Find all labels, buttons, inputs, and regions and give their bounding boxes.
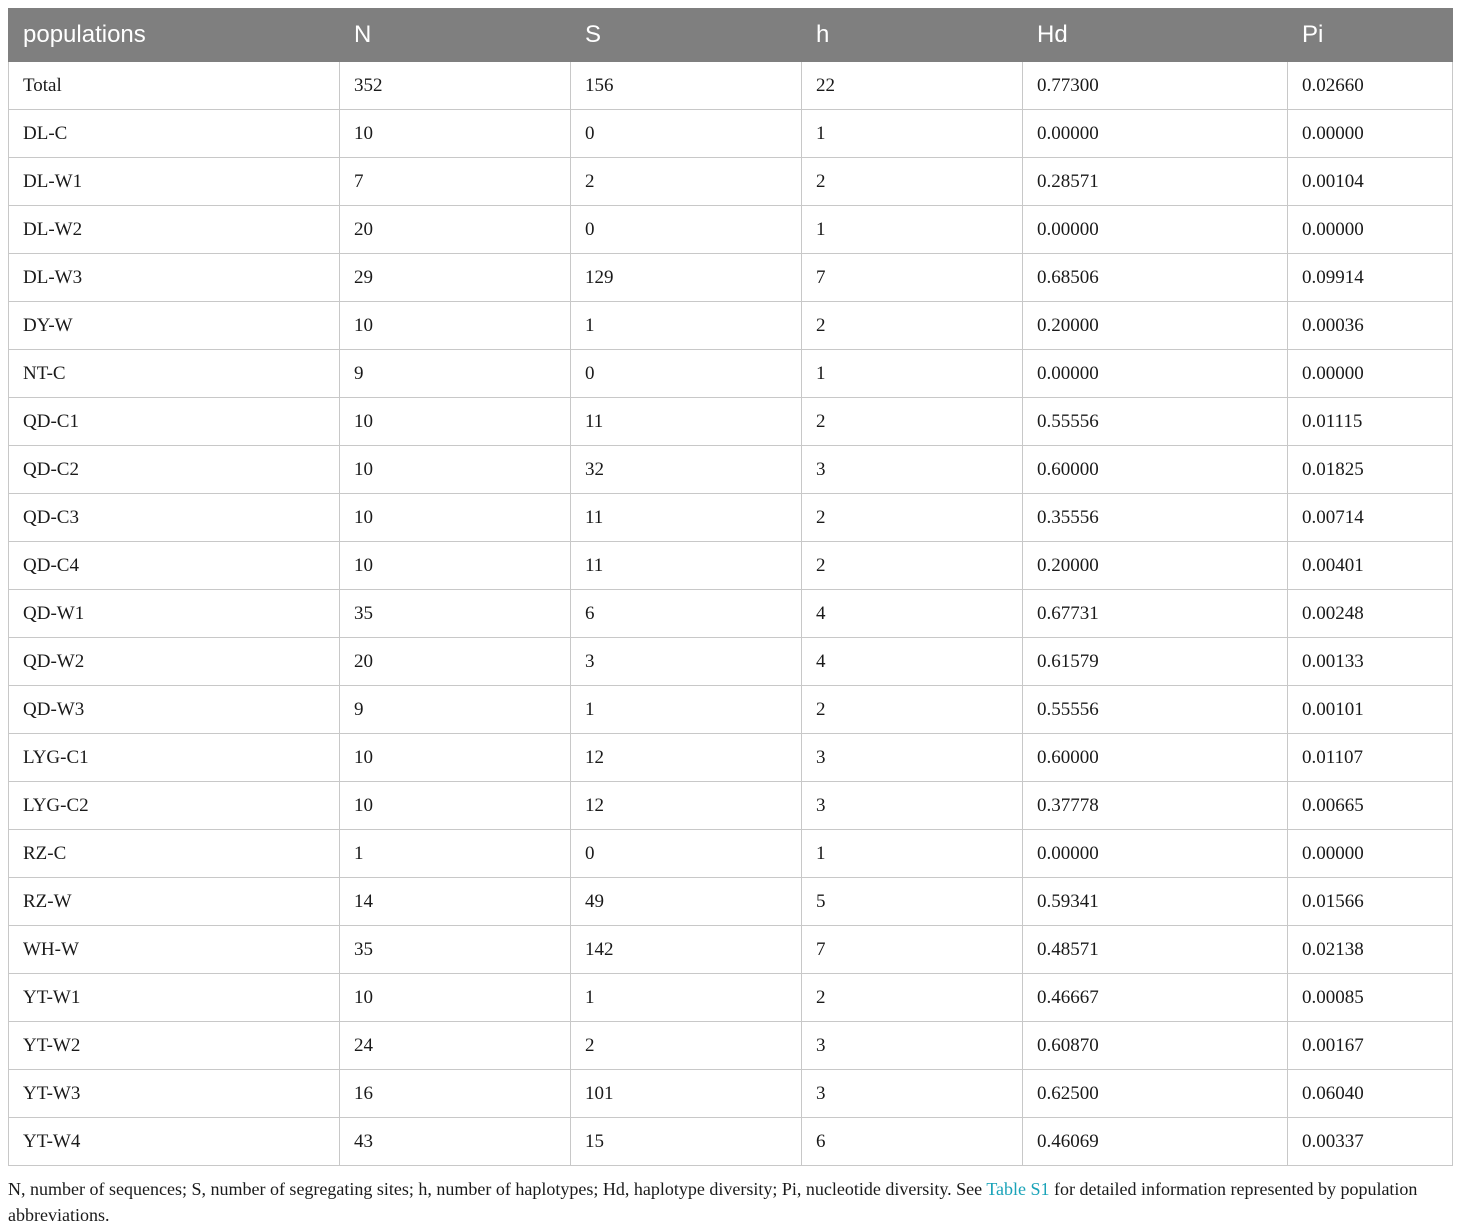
table-cell: 1 (340, 830, 571, 878)
table-cell: 0.67731 (1023, 590, 1288, 638)
table-cell: 35 (340, 590, 571, 638)
table-cell: 0.00104 (1288, 158, 1453, 206)
footnote-text-after: for detailed information represented by population abbreviations. (8, 1179, 1418, 1225)
table-body (9, 62, 1453, 1166)
table-cell: 14 (340, 878, 571, 926)
table-cell: 1 (571, 302, 802, 350)
table-cell: 4 (802, 590, 1023, 638)
table-cell: 0.59341 (1023, 878, 1288, 926)
table-cell: 0.00000 (1288, 350, 1453, 398)
table-cell: 142 (571, 926, 802, 974)
column-header-populations: populations (9, 9, 340, 62)
table-cell: 24 (340, 1022, 571, 1070)
table-cell: 22 (802, 62, 1023, 110)
table-cell: 0.00248 (1288, 590, 1453, 638)
table-cell: 3 (802, 446, 1023, 494)
table-row (9, 110, 1453, 158)
table-row (9, 254, 1453, 302)
table-row (9, 926, 1453, 974)
table-cell: LYG-C2 (9, 782, 340, 830)
table-cell: 0.46069 (1023, 1118, 1288, 1166)
table-cell: 0.01115 (1288, 398, 1453, 446)
table-cell: 15 (571, 1118, 802, 1166)
table-cell: 1 (802, 110, 1023, 158)
table-row (9, 542, 1453, 590)
table-cell: 0.62500 (1023, 1070, 1288, 1118)
table-cell: 0.00000 (1023, 830, 1288, 878)
table-cell: 2 (802, 686, 1023, 734)
data-table-container (8, 8, 1452, 1166)
table-cell: YT-W4 (9, 1118, 340, 1166)
table-cell: 0.00000 (1288, 830, 1453, 878)
table-cell: YT-W3 (9, 1070, 340, 1118)
table-cell: 0.01825 (1288, 446, 1453, 494)
table-cell: 3 (802, 1070, 1023, 1118)
table-cell: 9 (340, 686, 571, 734)
table-cell: YT-W1 (9, 974, 340, 1022)
table-row (9, 206, 1453, 254)
table-cell: 0.01107 (1288, 734, 1453, 782)
table-cell: QD-W2 (9, 638, 340, 686)
table-cell: 0.60870 (1023, 1022, 1288, 1070)
table-cell: 0.01566 (1288, 878, 1453, 926)
table-cell: 0.09914 (1288, 254, 1453, 302)
table-cell: 0.00101 (1288, 686, 1453, 734)
table-cell: 0.60000 (1023, 446, 1288, 494)
table-cell: 10 (340, 446, 571, 494)
table-cell: 2 (802, 542, 1023, 590)
table-cell: 7 (340, 158, 571, 206)
table-cell: 0.48571 (1023, 926, 1288, 974)
table-cell: 0.00000 (1023, 206, 1288, 254)
table-cell: 7 (802, 926, 1023, 974)
table-cell: 0 (571, 350, 802, 398)
table-cell: 10 (340, 302, 571, 350)
table-cell: DL-C (9, 110, 340, 158)
table-cell: RZ-W (9, 878, 340, 926)
table-cell: NT-C (9, 350, 340, 398)
table-cell: 0.00085 (1288, 974, 1453, 1022)
table-cell: 7 (802, 254, 1023, 302)
table-row (9, 590, 1453, 638)
table-cell: 35 (340, 926, 571, 974)
table-cell: LYG-C1 (9, 734, 340, 782)
table-row (9, 1118, 1453, 1166)
table-cell: 0.68506 (1023, 254, 1288, 302)
table-cell: 0.00036 (1288, 302, 1453, 350)
table-cell: 0.00000 (1288, 110, 1453, 158)
table-row (9, 446, 1453, 494)
table-cell: 2 (802, 398, 1023, 446)
table-row (9, 830, 1453, 878)
table-cell: 3 (571, 638, 802, 686)
table-cell: 2 (802, 494, 1023, 542)
table-cell: 2 (571, 158, 802, 206)
table-cell: QD-C2 (9, 446, 340, 494)
table-cell: 0.00337 (1288, 1118, 1453, 1166)
table-cell: DL-W2 (9, 206, 340, 254)
column-header-n: N (340, 9, 571, 62)
table-cell: 12 (571, 734, 802, 782)
table-cell: 0 (571, 110, 802, 158)
table-cell: 10 (340, 542, 571, 590)
table-cell: 10 (340, 110, 571, 158)
table-cell: 1 (571, 686, 802, 734)
table-cell: 0.60000 (1023, 734, 1288, 782)
table-cell: 20 (340, 638, 571, 686)
table-cell: 0.00167 (1288, 1022, 1453, 1070)
table-cell: 11 (571, 542, 802, 590)
table-cell: 0.00000 (1023, 110, 1288, 158)
table-cell: 0.00665 (1288, 782, 1453, 830)
table-cell: 1 (802, 830, 1023, 878)
table-cell: 0.00000 (1288, 206, 1453, 254)
table-cell: 0.02138 (1288, 926, 1453, 974)
table-cell: 0.20000 (1023, 302, 1288, 350)
table-cell: QD-W1 (9, 590, 340, 638)
table-cell: 2 (802, 158, 1023, 206)
table-cell: 2 (802, 302, 1023, 350)
table-row (9, 878, 1453, 926)
table-cell: 10 (340, 974, 571, 1022)
population-diversity-table (8, 8, 1453, 1166)
table-footnote (8, 1176, 1458, 1228)
table-cell: 49 (571, 878, 802, 926)
column-header-pi: Pi (1288, 9, 1453, 62)
table-cell: 156 (571, 62, 802, 110)
table-row (9, 1070, 1453, 1118)
table-cell: 0.00401 (1288, 542, 1453, 590)
table-cell: 11 (571, 398, 802, 446)
table-cell: 6 (802, 1118, 1023, 1166)
column-header-s: S (571, 9, 802, 62)
table-cell: 0 (571, 206, 802, 254)
table-cell: WH-W (9, 926, 340, 974)
table-header (9, 9, 1453, 62)
table-cell: 101 (571, 1070, 802, 1118)
header-row (9, 9, 1453, 62)
table-cell: QD-C1 (9, 398, 340, 446)
table-cell: 20 (340, 206, 571, 254)
table-cell: 0.28571 (1023, 158, 1288, 206)
table-cell: 43 (340, 1118, 571, 1166)
table-cell: 3 (802, 1022, 1023, 1070)
table-cell: DL-W3 (9, 254, 340, 302)
table-cell: 0.55556 (1023, 398, 1288, 446)
table-row (9, 398, 1453, 446)
table-cell: 0.00133 (1288, 638, 1453, 686)
table-row (9, 686, 1453, 734)
column-header-hd: Hd (1023, 9, 1288, 62)
table-cell: 1 (802, 206, 1023, 254)
table-cell: 1 (802, 350, 1023, 398)
table-cell: 29 (340, 254, 571, 302)
table-cell: 0 (571, 830, 802, 878)
table-cell: QD-W3 (9, 686, 340, 734)
table-cell: 12 (571, 782, 802, 830)
table-cell: 3 (802, 734, 1023, 782)
table-cell: DY-W (9, 302, 340, 350)
table-cell: RZ-C (9, 830, 340, 878)
table-cell: 0.00000 (1023, 350, 1288, 398)
table-row (9, 62, 1453, 110)
table-cell: QD-C3 (9, 494, 340, 542)
table-cell: 5 (802, 878, 1023, 926)
table-cell: 0.61579 (1023, 638, 1288, 686)
table-row (9, 158, 1453, 206)
table-cell: 0.77300 (1023, 62, 1288, 110)
column-header-h: h (802, 9, 1023, 62)
table-row (9, 734, 1453, 782)
table-cell: 16 (340, 1070, 571, 1118)
table-cell: YT-W2 (9, 1022, 340, 1070)
table-cell: 4 (802, 638, 1023, 686)
table-cell: 0.06040 (1288, 1070, 1453, 1118)
table-cell: 32 (571, 446, 802, 494)
table-row (9, 782, 1453, 830)
table-cell: 0.37778 (1023, 782, 1288, 830)
table-s1-link[interactable]: Table S1 (986, 1179, 1050, 1199)
table-cell: 9 (340, 350, 571, 398)
table-cell: 3 (802, 782, 1023, 830)
table-cell: 0.02660 (1288, 62, 1453, 110)
table-cell: 2 (571, 1022, 802, 1070)
footnote-text-before: N, number of sequences; S, number of segregating sites; h, number of haplotypes; Hd, haplotype diversity; Pi, nucleotide diversity. See (8, 1179, 987, 1199)
table-cell: 11 (571, 494, 802, 542)
table-cell: 0.46667 (1023, 974, 1288, 1022)
table-cell: 0.35556 (1023, 494, 1288, 542)
table-row (9, 1022, 1453, 1070)
table-cell: QD-C4 (9, 542, 340, 590)
table-row (9, 638, 1453, 686)
table-cell: 6 (571, 590, 802, 638)
table-cell: 0.20000 (1023, 542, 1288, 590)
table-cell: 2 (802, 974, 1023, 1022)
table-cell: 10 (340, 782, 571, 830)
table-cell: 0.00714 (1288, 494, 1453, 542)
table-row (9, 350, 1453, 398)
table-row (9, 494, 1453, 542)
table-cell: 129 (571, 254, 802, 302)
table-cell: 10 (340, 494, 571, 542)
table-cell: 10 (340, 398, 571, 446)
table-cell: 10 (340, 734, 571, 782)
table-row (9, 302, 1453, 350)
table-cell: 0.55556 (1023, 686, 1288, 734)
table-cell: Total (9, 62, 340, 110)
table-cell: 1 (571, 974, 802, 1022)
table-row (9, 974, 1453, 1022)
table-cell: 352 (340, 62, 571, 110)
table-cell: DL-W1 (9, 158, 340, 206)
